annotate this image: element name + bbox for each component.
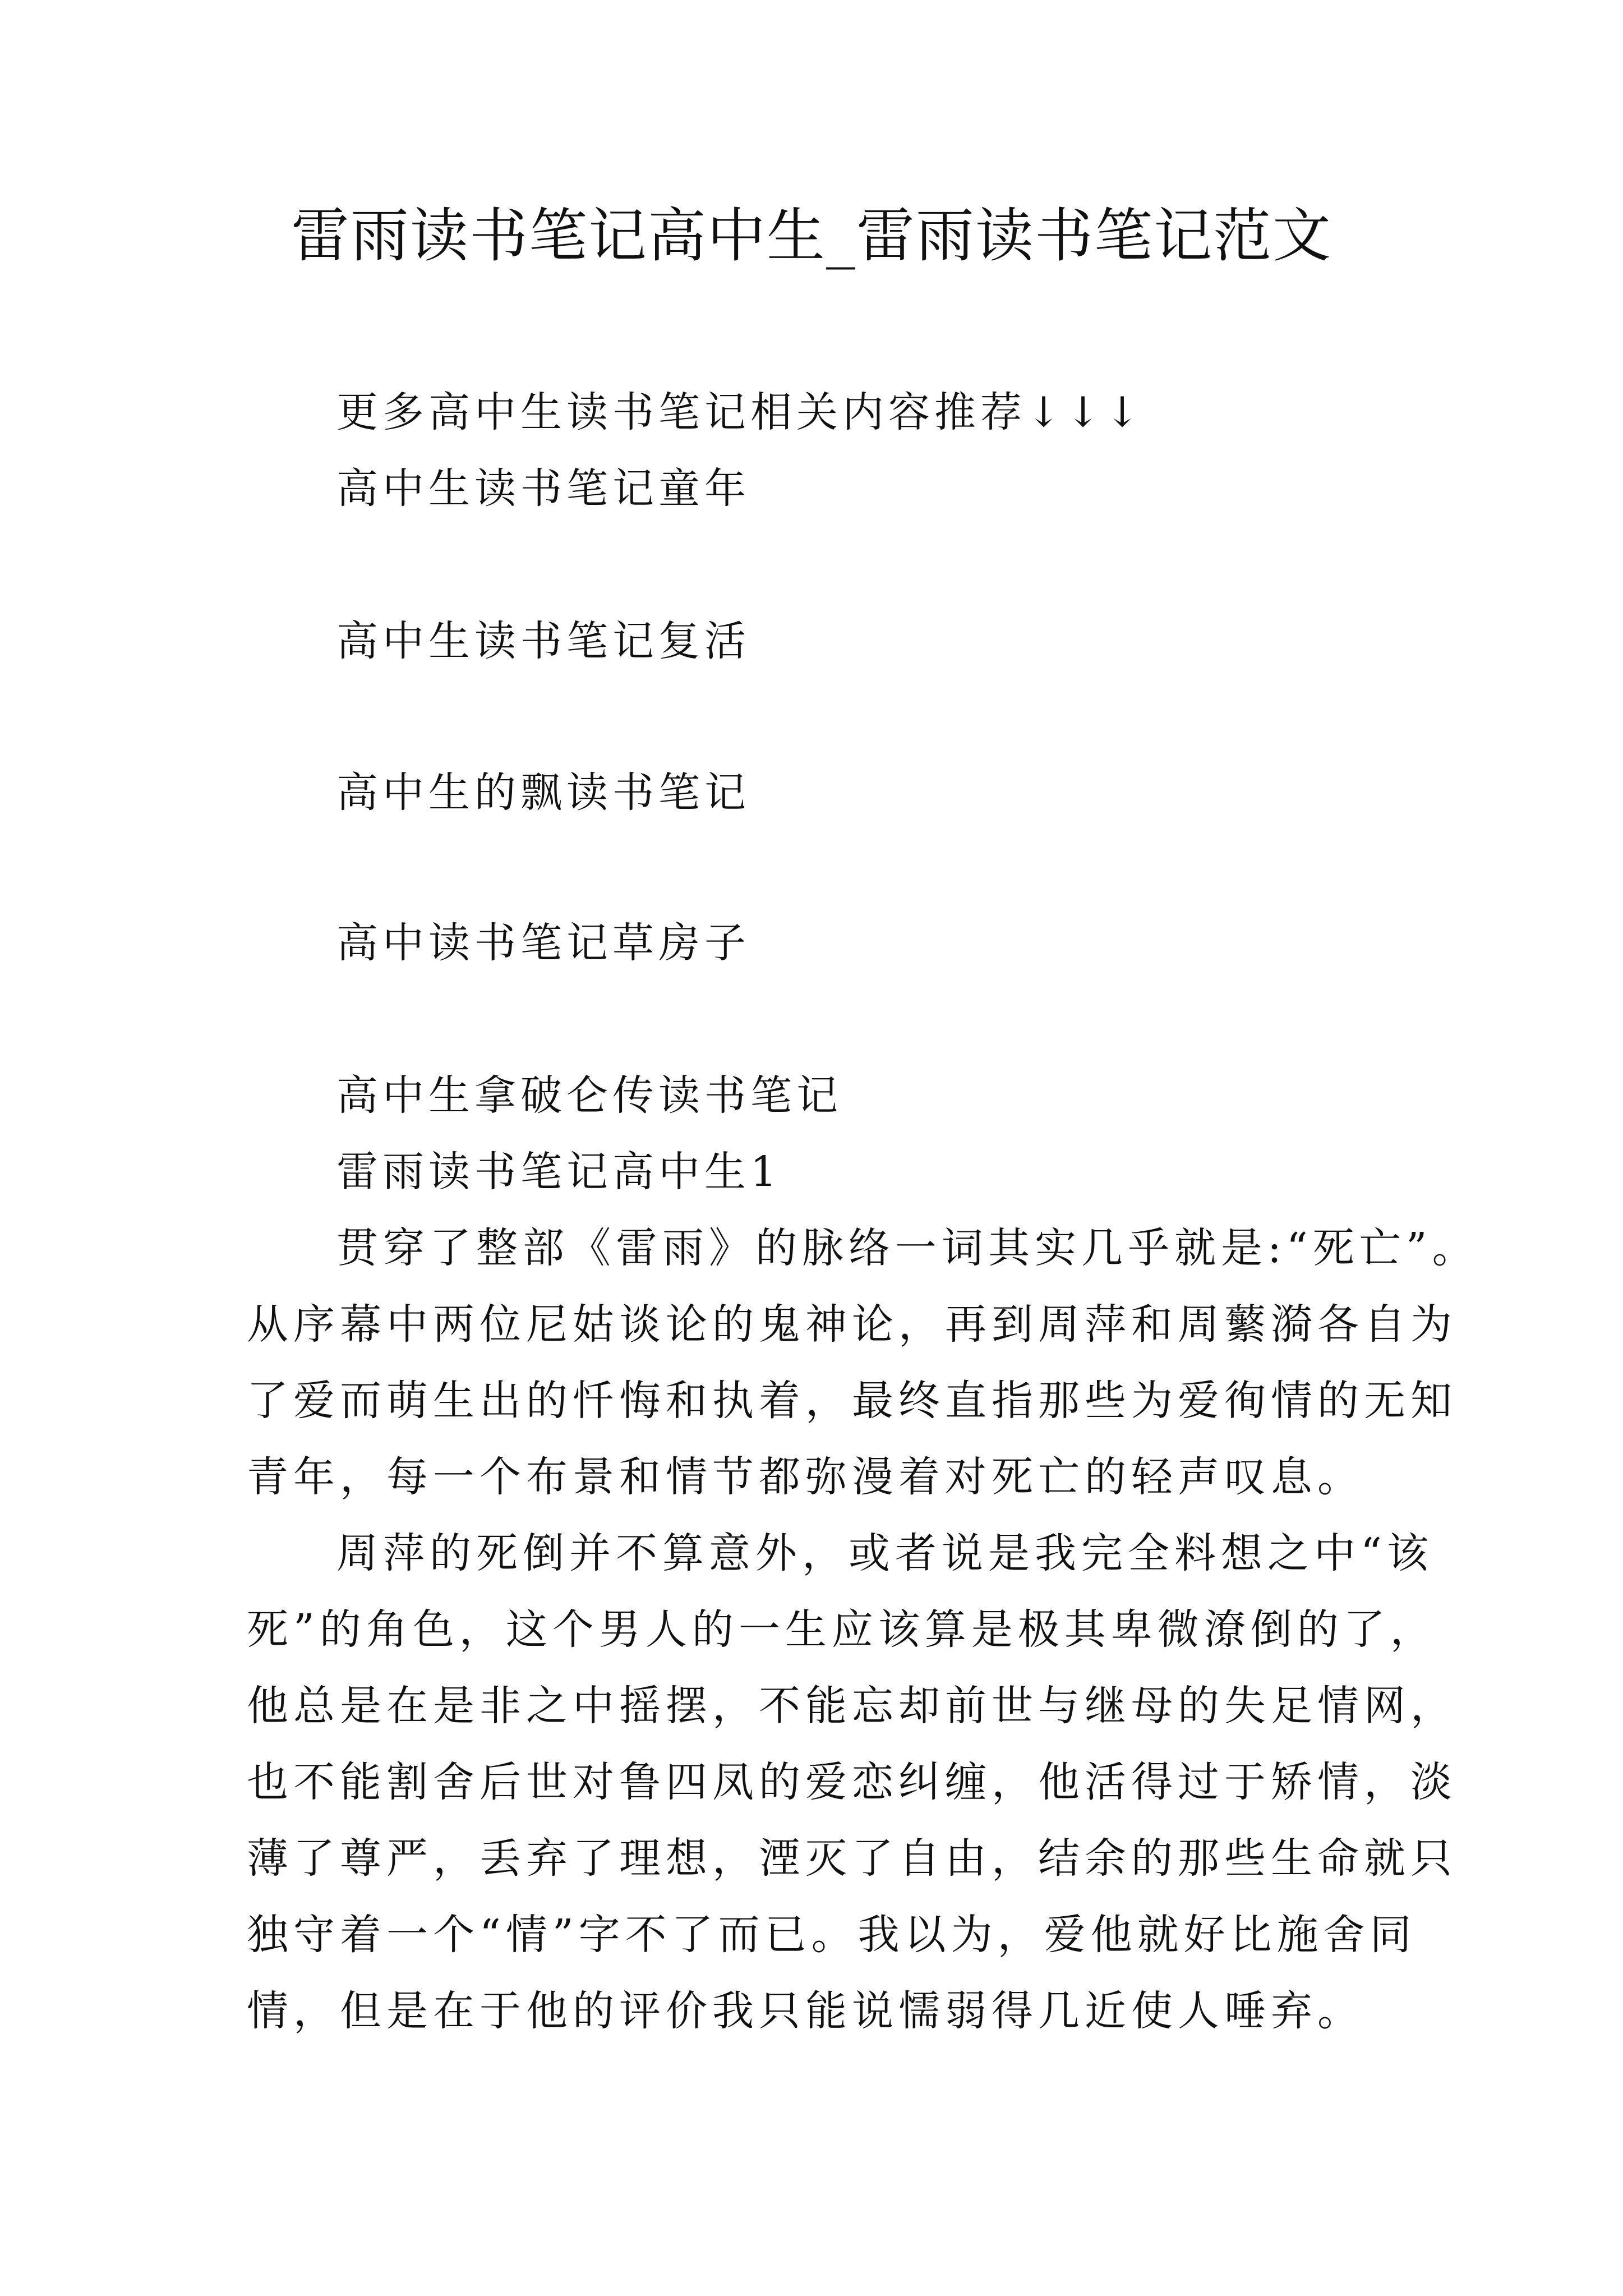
paragraph-line: 青年，每一个布景和情节都弥漫着对死亡的轻声叹息。 [247, 1453, 1364, 1501]
paragraph-line: 也不能割舍后世对鲁四凤的爱恋纠缠，他活得过于矫情，淡 [247, 1758, 1457, 1806]
paragraph-line: 薄了尊严，丢弃了理想，湮灭了自由，结余的那些生命就只 [247, 1834, 1457, 1883]
paragraph-line: 情，但是在于他的评价我只能说懦弱得几近使人唾弃。 [247, 1987, 1364, 2035]
paragraph-line: 贯穿了整部《雷雨》的脉络一词其实几乎就是:“死亡”。 [336, 1224, 1479, 1272]
recommended-link[interactable]: 高中生读书笔记复活 [336, 617, 750, 665]
recommended-link[interactable]: 高中生读书笔记童年 [336, 464, 750, 513]
paragraph-line: 独守着一个“情”字不了而已。我以为，爱他就好比施舍同 [247, 1911, 1417, 1959]
recommended-link[interactable]: 高中生的飘读书笔记 [336, 769, 750, 817]
recommend-intro: 更多高中生读书笔记相关内容推荐↓↓↓ [336, 388, 1145, 436]
paragraph-line: 死”的角色，这个男人的一生应该算是极其卑微潦倒的了， [247, 1605, 1437, 1654]
recommended-link[interactable]: 高中读书笔记草房子 [336, 919, 750, 967]
paragraph-line: 他总是在是非之中摇摆，不能忘却前世与继母的失足情网， [247, 1682, 1457, 1730]
recommended-link[interactable]: 高中生拿破仑传读书笔记 [336, 1071, 842, 1120]
paragraph-line: 周萍的死倒并不算意外，或者说是我完全料想之中“该 [336, 1529, 1433, 1577]
section-heading: 雷雨读书笔记高中生1 [336, 1148, 782, 1196]
paragraph-line: 了爱而萌生出的忏悔和执着，最终直指那些为爱徇情的无知 [247, 1377, 1457, 1425]
paragraph-line: 从序幕中两位尼姑谈论的鬼神论，再到周萍和周蘩漪各自为 [247, 1300, 1457, 1349]
document-title: 雷雨读书笔记高中生_雷雨读书笔记范文 [291, 201, 1332, 270]
